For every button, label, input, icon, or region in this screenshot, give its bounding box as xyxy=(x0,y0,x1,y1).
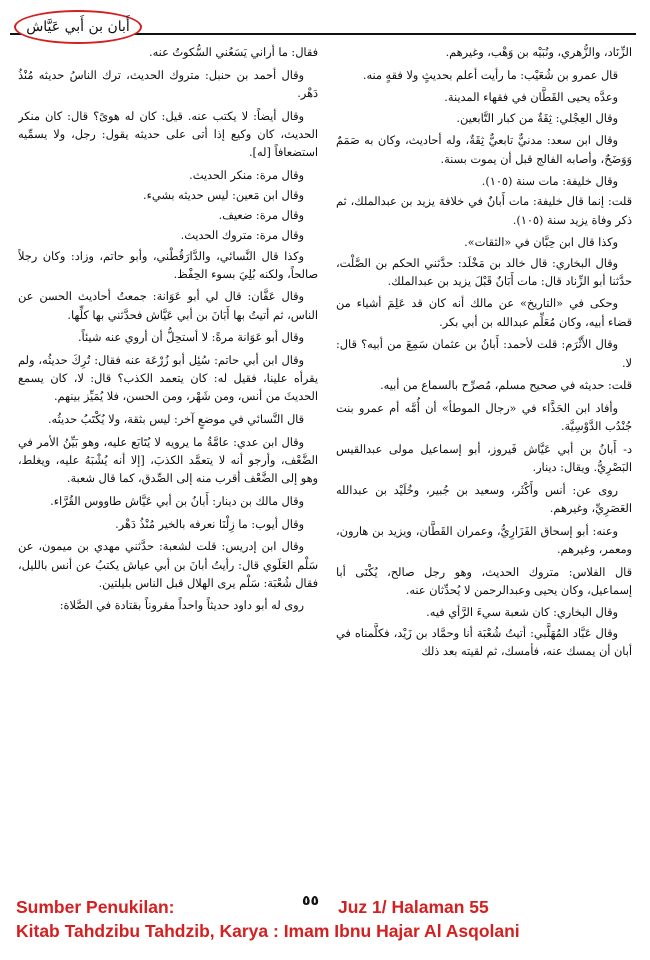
paragraph: وقال ابن أبي حاتم: سُئِل أبو زُرْعَة عنه فقال: تُرِكَ حديثُه، ولم يقرأه علينا، فقيل له: كان يتعمد الكذب؟ قال: لا، كان يسمع الحديثَ من أنس، ومن شَهْر، ومن الحسن، فلا يُمَيِّز بينهم. xyxy=(18,354,318,404)
right-column xyxy=(336,44,632,890)
paragraph: وقال عَفَّان: قال لي أبو عَوَانة: جمعتُ أحاديث الحسن عن الناس، ثم أتيتُ بها أَبَانَ بن أبي عَيَّاش فحدَّثني بها كلِّها. xyxy=(18,290,318,322)
paragraph: وقال مرة: متروك الحديث. xyxy=(180,229,304,243)
paragraph: وقال مرة: ضعيف. xyxy=(218,209,304,223)
paragraph: وقال مالك بن دينار: أَبانُ بن أبي عَيَّاش طاووس القُرَّاء. xyxy=(50,494,304,508)
paragraph: وقال الأَثْرَم: قلت لأحمد: أَبانُ بن عثمان سَمِعَ من أبيه؟ قال: لا. xyxy=(336,338,632,370)
entry-heading-paragraph: د- أَبانُ بن أبي عَيَّاش فَيروز، أبو إسماعيل مولى عبدالقيس البَصْرِيُّ. ويقال: دينار. xyxy=(336,442,632,475)
paragraph: روى عن: أنس وأَكْثَر، وسعيد بن جُبير، وخُلَيْد بن عبدالله العَصَرِيِّ، وغيرهم. xyxy=(336,483,632,515)
paragraph: وعدَّه يحيى القَطَّان في فقهاء المدينة. xyxy=(444,91,618,105)
paragraph: قلت: إنما قال خليفة: مات أَبانٌ في خلافة يزيد بن عبدالملك، ثم ذكر وفاة يزيد سنة (١٠٥). xyxy=(336,195,632,227)
paragraph: وقال ابن إدريس: قلت لشعبة: حدَّثني مهدي بن ميمون، عن سَلْم العَلَوي قال: رأيتُ أبانَ بن أبي عياش يكتبُ عن أنس بالليل، فقال شُعْبَة: سَلْم يرى الهلال قبل الناس بليلتين. xyxy=(18,540,318,590)
paragraph: وكذا قال النَّسائي، والدَّارَقُطْني، وأبو حاتم، وزاد: وكان رجلاً صالحاً، ولكنه بُلِيَ بسوء الحِفْظ. xyxy=(18,249,318,281)
paragraph: وقال ابن سعد: مدنيٌّ تابعيٌّ ثِقَةٌ، وله أحاديث، وكان به صَمَمٌ وَوَضَحٌ، وأصابه الفالج قبل أن يموت بسنة. xyxy=(336,134,632,166)
paragraph: روى له أبو داود حديثاً واحداً مقروناً بقتادة في الصَّلاة: xyxy=(59,599,304,613)
paragraph: وأفاد ابن الحَذَّاء في «رجال الموطأ» أن أُمَّه أم عمرو بنت جُنْدُب الدَّوْسِيَّة. xyxy=(336,401,632,434)
paragraph: فقال: ما أُراني يَسَعُني السُّكوتُ عنه. xyxy=(149,46,318,59)
paragraph: وقال أبو عَوَانة مرةً: لا أستحِلُّ أن أروي عنه شيئاً. xyxy=(77,331,304,345)
paragraph: وقال ابن مَعين: ليس حديثه بشيء. xyxy=(143,188,304,202)
page-number: ٥٥ xyxy=(302,893,320,909)
paragraph: وقال البخاري: كان شعبة سيءَ الرَّأي فيه. xyxy=(426,606,618,620)
paragraph: وقال العِجْلي: ثِقَةٌ من كبار التَّابعين. xyxy=(456,111,618,125)
paragraph: قلت: حديثه في صحيح مسلم، مُصرِّح بالسماع من أبيه. xyxy=(380,379,632,393)
paragraph: قال عمرو بن شُعَيْب: ما رأيت أعلم بحديثٍ ولا فقهٍ منه. xyxy=(362,68,618,82)
paragraph: وقال أيوب: ما زِلْنَا نعرفه بالخير مُنْذُ دَهْر. xyxy=(115,517,304,531)
paragraph: الزِّنَاد، والزُّهري، ونُبَيْه بن وَهْب، وغيرهم. xyxy=(445,46,632,59)
paragraph: وقال خليفة: مات سنة (١٠٥). xyxy=(481,175,618,189)
paragraph: وقال أيضاً: لا يكتب عنه. قيل: كان له هوىً؟ قال: كان منكر الحديث، كان وكيع إذا أتى على حديثه يقول: رجل، ولا يسمِّيه استضعافاً [له]. xyxy=(18,109,318,160)
source-label: Sumber Penukilan: xyxy=(16,897,175,917)
paragraph: وعنه: أبو إسحاق الفَزَارِيُّ، وعمران القَطَّان، ويزيد بن هارون، ومعمر، وغيرهم. xyxy=(336,524,632,556)
source-juz-page: Juz 1/ Halaman 55 xyxy=(338,897,489,917)
paragraph: وقال عَبَّاد المُهَلَّبي: أتيتُ شُعْبَة أنا وحمَّاد بن زَيْد، فكلَّمناه في أبان أن يمسك عنه، فأمسك، ثم لقيته بعد ذلك xyxy=(336,626,632,658)
paragraph: وقال ابن عدي: عامَّةُ ما يرويه لا يُتَابَع عليه، وهو بَيِّنُ الأمر في الضَّعْف، وأرجو أنه لا يتعمَّد الكذبَ، [إلا أنه يُشْبَهُ عليه، ويغلط، وهو إلى الضَّعْف أقرب منه إلى الصِّدق، كما قال شعبة. xyxy=(18,435,318,486)
paragraph: وقال أحمد بن حنبل: متروك الحديث، ترك الناسُ حديثه مُنْذُ دَهْر. xyxy=(18,68,318,100)
running-header-title: أَبان بن أَبي عَيَّاش xyxy=(14,10,142,44)
paragraph: وقال البخاري: قال خالد بن مَخْلَد: حدَّثني الحكم بن الصَّلْت، حدَّثنا أبو الزِّناد قال: مات أَبَانٌ قَبْلَ يزيد بن عبدالملك. xyxy=(336,256,632,288)
paragraph: قال الفلاس: متروك الحديث، وهو رجل صالح، يُكْنَى أبا إسماعيل، وكان يحيى وعبدالرحمن لا يُحدِّثان عنه. xyxy=(336,565,632,597)
left-column xyxy=(18,44,318,890)
paragraph: وكذا قال ابن حِبَّان في «الثقات». xyxy=(464,236,618,250)
source-book: Kitab Tahdzibu Tahdzib, Karya : Imam Ibnu Hajar Al Asqolani xyxy=(16,921,520,941)
paragraph: وقال مرة: منكر الحديث. xyxy=(189,168,304,182)
paragraph: وحكى في «التاريخ» عن مالك أنه كان قد عَلِمَ أشياء من قضاء أبيه، وكان مُعَلِّم عبدالله بن أبي بكر. xyxy=(336,297,632,329)
paragraph: قال النَّسائي في موضعٍ آخر: ليس بثقة، ولا يُكْتَبُ حديثُه. xyxy=(47,413,304,427)
